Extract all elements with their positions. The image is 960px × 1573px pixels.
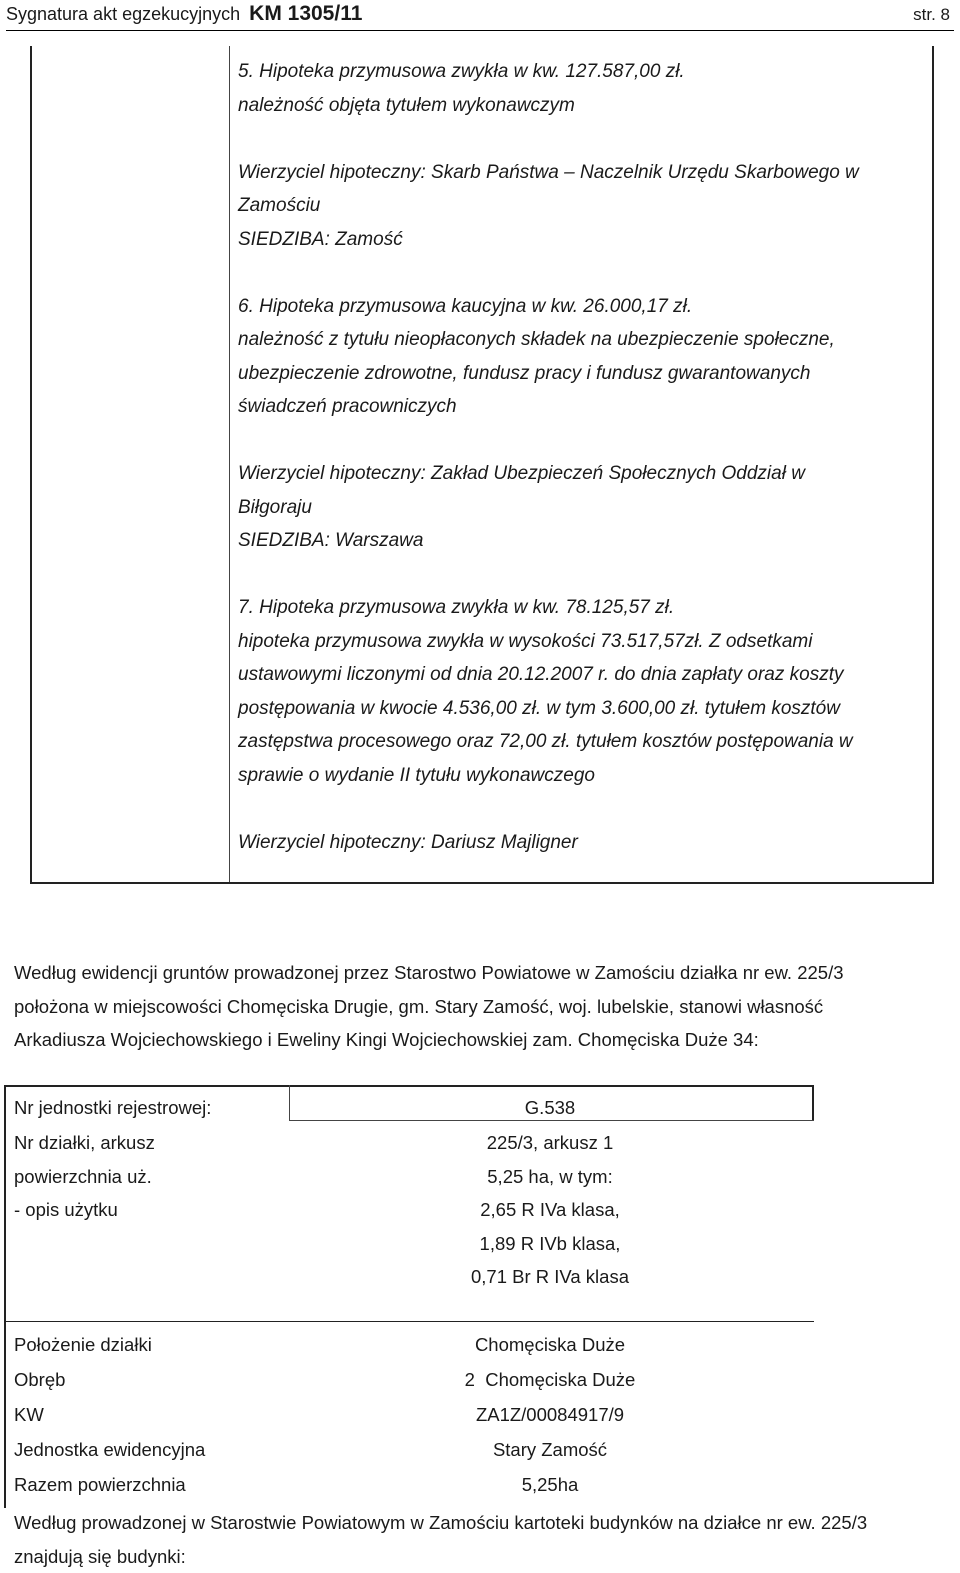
table-top-border <box>4 1085 814 1087</box>
frame-right-border <box>932 46 934 882</box>
registry-unit-value: Stary Zamość <box>290 1439 810 1461</box>
entry-description-line: postępowania w kwocie 4.536,00 zł. w tym 3.600,00 zł. tytułem kosztów <box>238 692 918 726</box>
table-left-border <box>4 1085 6 1508</box>
entry-description-line: zastępstwa procesowego oraz 72,00 zł. tytułem kosztów postępowania w <box>238 725 918 759</box>
entry-description-line: ubezpieczenie zdrowotne, fundusz pracy i fundusz gwarantowanych <box>238 357 918 391</box>
use-label: - opis użytku <box>14 1199 118 1221</box>
entry-description-line: hipoteka przymusowa zwykła w wysokości 73.517,57zł. Z odsetkami <box>238 625 918 659</box>
buildings-paragraph <box>14 1506 958 1573</box>
use-value: 0,71 Br R IVa klasa <box>290 1266 810 1288</box>
entry-seat: SIEDZIBA: Zamość <box>238 223 918 257</box>
paragraph-line: Według ewidencji gruntów prowadzonej przez Starostwo Powiatowe w Zamościu działka nr ew. 225/3 <box>14 956 958 990</box>
area-value: 5,25 ha, w tym: <box>290 1166 810 1188</box>
use-value: 2,65 R IVa klasa, <box>290 1199 810 1221</box>
entry-title: 7. Hipoteka przymusowa zwykła w kw. 78.125,57 zł. <box>238 591 918 625</box>
table-section-divider <box>4 1321 814 1322</box>
location-value: Chomęciska Duże <box>290 1334 810 1356</box>
land-registry-paragraph <box>14 956 958 1057</box>
signature-number: KM 1305/11 <box>249 2 362 25</box>
use-value: 1,89 R IVb klasa, <box>290 1233 810 1255</box>
entry-description-line: sprawie o wydanie II tytułu wykonawczego <box>238 759 918 793</box>
paragraph-line: Według prowadzonej w Starostwie Powiatowym w Zamościu kartoteki budynków na działce nr ew. 225/3 <box>14 1506 958 1540</box>
plot-label: Nr działki, arkusz <box>14 1132 155 1154</box>
signature-label: Sygnatura akt egzekucyjnych <box>6 4 240 24</box>
precinct-label: Obręb <box>14 1369 65 1391</box>
table-row-divider <box>289 1120 814 1121</box>
frame-column-divider <box>229 46 230 882</box>
registry-unit-label: Jednostka ewidencyjna <box>14 1439 205 1461</box>
plot-value: 225/3, arkusz 1 <box>290 1132 810 1154</box>
mortgage-entries <box>238 55 918 859</box>
entry-seat: SIEDZIBA: Warszawa <box>238 524 918 558</box>
entry-creditor-line: Wierzyciel hipoteczny: Zakład Ubezpieczeń Społecznych Oddział w <box>238 457 918 491</box>
entry-creditor-line: Wierzyciel hipoteczny: Skarb Państwa – Naczelnik Urzędu Skarbowego w <box>238 156 918 190</box>
frame-left-border <box>30 46 32 882</box>
mortgage-entry-5 <box>238 55 918 256</box>
entry-description-line: należność z tytułu nieopłaconych składek na ubezpieczenie społeczne, <box>238 323 918 357</box>
parcel-details-table <box>4 1085 814 1508</box>
unit-value: G.538 <box>290 1097 810 1119</box>
entry-description-line: świadczeń pracowniczych <box>238 390 918 424</box>
entry-creditor-line: Zamościu <box>238 189 918 223</box>
kw-label: KW <box>14 1404 44 1426</box>
paragraph-line: położona w miejscowości Chomęciska Drugie, gm. Stary Zamość, woj. lubelskie, stanowi własność <box>14 990 958 1024</box>
kw-value: ZA1Z/00084917/9 <box>290 1404 810 1426</box>
page-header <box>6 2 954 31</box>
location-label: Położenie działki <box>14 1334 152 1356</box>
case-signature <box>6 2 362 26</box>
total-area-label: Razem powierzchnia <box>14 1474 186 1496</box>
entry-title: 5. Hipoteka przymusowa zwykła w kw. 127.587,00 zł. <box>238 55 918 89</box>
precinct-value: 2 Chomęciska Duże <box>290 1369 810 1391</box>
table-right-border <box>812 1085 814 1121</box>
area-label: powierzchnia uż. <box>14 1166 152 1188</box>
paragraph-line: Arkadiusza Wojciechowskiego i Eweliny Kingi Wojciechowskiej zam. Chomęciska Duże 34: <box>14 1023 958 1057</box>
mortgage-entry-6 <box>238 290 918 558</box>
entry-description-line: należność objęta tytułem wykonawczym <box>238 89 918 123</box>
total-area-value: 5,25ha <box>290 1474 810 1496</box>
entry-description-line: ustawowymi liczonymi od dnia 20.12.2007 r. do dnia zapłaty oraz koszty <box>238 658 918 692</box>
entry-creditor-line: Wierzyciel hipoteczny: Dariusz Majligner <box>238 826 918 860</box>
unit-label: Nr jednostki rejestrowej: <box>14 1097 211 1119</box>
entry-title: 6. Hipoteka przymusowa kaucyjna w kw. 26.000,17 zł. <box>238 290 918 324</box>
mortgage-entry-7 <box>238 591 918 859</box>
page-number: str. 8 <box>913 5 950 25</box>
entry-creditor-line: Biłgoraju <box>238 491 918 525</box>
paragraph-line: znajdują się budynki: <box>14 1540 958 1573</box>
